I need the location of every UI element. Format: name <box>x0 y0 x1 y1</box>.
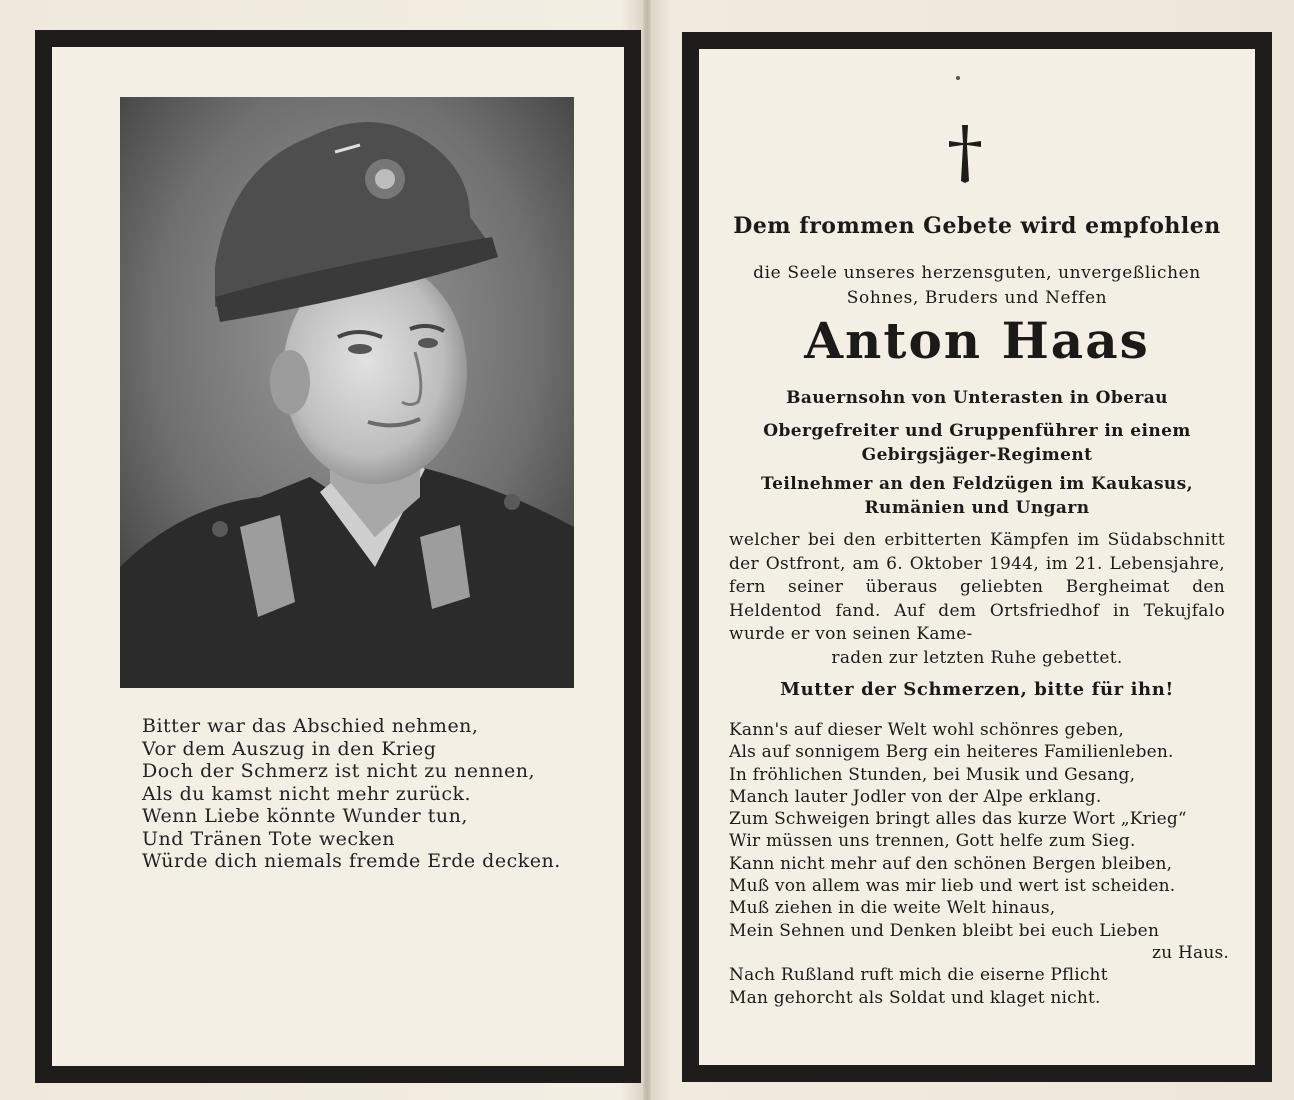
poem-line: In fröhlichen Stunden, bei Musik und Gesang, <box>729 764 1136 785</box>
rank-line <box>729 419 1225 467</box>
body-last: raden zur letzten Ruhe gebettet. <box>831 647 1123 668</box>
latin-cross-icon <box>945 123 985 185</box>
portrait-photo <box>120 97 574 688</box>
poem-line: Und Tränen Tote wecken <box>142 827 395 850</box>
poem-line: Manch lauter Jodler von der Alpe erklang. <box>729 786 1102 807</box>
campaign-line-1: Teilnehmer an den Feldzügen im Kaukasus, <box>761 474 1193 494</box>
poem-line: Man gehorcht als Soldat und klaget nicht. <box>729 987 1101 1008</box>
campaign-line <box>729 472 1225 520</box>
poem-line: Doch der Schmerz ist nicht zu nennen, <box>142 760 536 782</box>
intro <box>719 261 1235 311</box>
rank-line-2: Gebirgsjäger-Regiment <box>861 445 1093 465</box>
poem-line: Muß von allem was mir lieb und wert ist scheiden. <box>729 876 1176 897</box>
poem-line: zu Haus. <box>1152 942 1229 963</box>
prayer-line: Mutter der Schmerzen, bitte für ihn! <box>780 679 1174 700</box>
heading: Dem frommen Gebete wird empfohlen <box>733 213 1221 239</box>
poem-line: Als auf sonnigem Berg ein heiteres Familienleben. <box>729 742 1174 763</box>
left-panel <box>35 30 641 1083</box>
poem-line: Vor dem Auszug in den Krieg <box>142 737 437 760</box>
body-main: welcher bei den erbitterten Kämpfen im Südabschnitt der Ostfront, am 6. Oktober 1944, im 21. Lebensjahre, fern seiner überaus geliebten Bergheimat den Heldentod fand. Auf dem Ortsfriedhof in Tekujfalo wurde er von seinen Kame- <box>729 530 1225 644</box>
poem-line: Kann's auf dieser Welt wohl schönres geben, <box>729 720 1124 740</box>
right-panel <box>682 32 1272 1082</box>
intro-line: die Seele unseres herzensguten, unvergeßlichen <box>753 263 1201 283</box>
campaign-line-2: Rumänien und Ungarn <box>864 498 1090 518</box>
poem-line: Bitter war das Abschied nehmen, <box>142 715 479 737</box>
deceased-name: Anton Haas <box>804 311 1150 370</box>
poem-line: Würde dich niemals fremde Erde decken. <box>142 850 561 872</box>
farmer-line: Bauernsohn von Unterasten in Oberau <box>786 388 1168 408</box>
poem-line: Mein Sehnen und Denken bleibt bei euch Lieben <box>729 920 1160 941</box>
poem-line: Zum Schweigen bringt alles das kurze Wort „Krieg“ <box>729 809 1187 830</box>
poem-line: Als du kamst nicht mehr zurück. <box>142 782 472 805</box>
left-poem <box>142 715 582 873</box>
poem-line: Muß ziehen in die weite Welt hinaus, <box>729 898 1056 919</box>
poem-line: Wenn Liebe könnte Wunder tun, <box>142 805 468 827</box>
soldier-portrait <box>120 97 574 688</box>
rank-line-1: Obergefreiter und Gruppenführer in einem <box>763 421 1191 441</box>
intro-line: Sohnes, Bruders und Neffen <box>846 288 1108 308</box>
speck <box>956 76 960 80</box>
body-paragraph <box>729 529 1225 670</box>
card-fold <box>643 0 651 1100</box>
poem-line: Wir müssen uns trennen, Gott helfe zum Sieg. <box>729 831 1136 852</box>
right-poem <box>729 719 1229 1009</box>
poem-line: Nach Rußland ruft mich die eiserne Pflicht <box>729 965 1108 986</box>
poem-line: Kann nicht mehr auf den schönen Bergen bleiben, <box>729 853 1173 874</box>
